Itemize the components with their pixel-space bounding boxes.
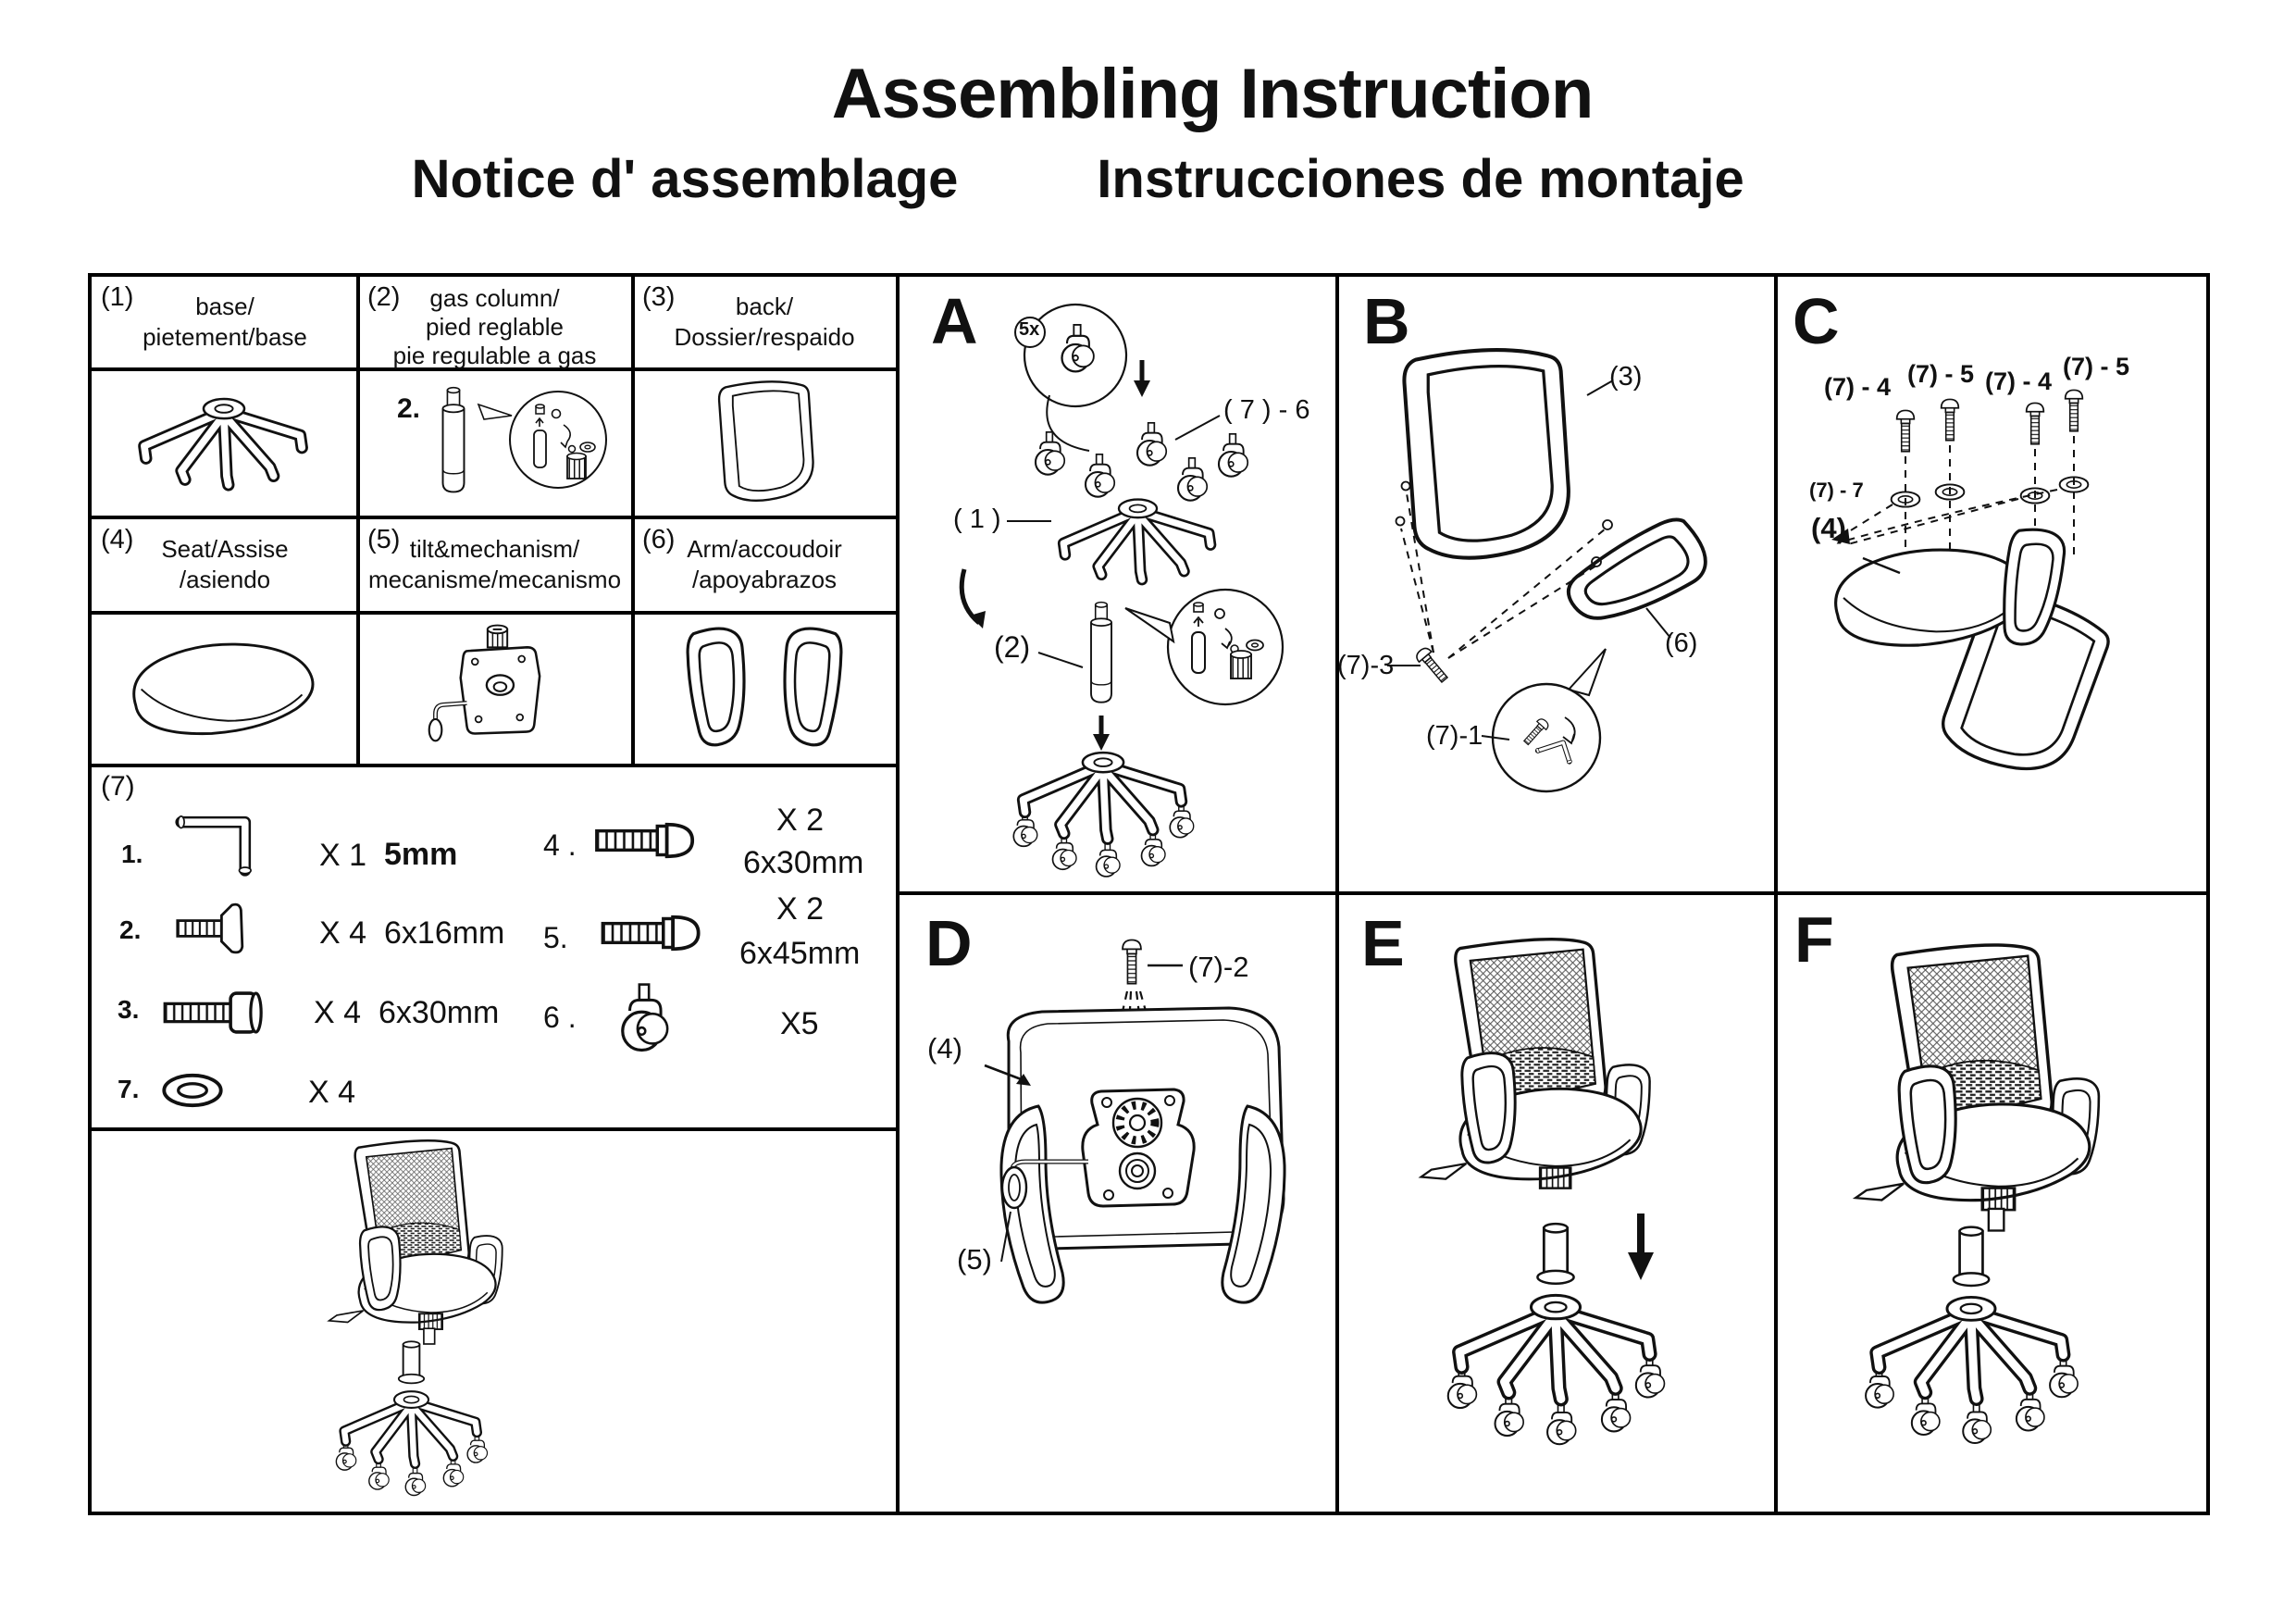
callout-screw: (7)-2: [1188, 951, 1249, 983]
part-number: (3): [642, 282, 676, 312]
part-name-line: Seat/Assise: [161, 535, 289, 563]
step-d-diagram: [900, 895, 1332, 1512]
callout-screw4-b: (7) - 4: [1985, 367, 2053, 395]
callout-arm: (6): [1665, 629, 1698, 658]
part-image-label: 2.: [397, 393, 421, 424]
callout-screw5-a: (7) - 5: [1907, 360, 1975, 388]
base-icon: [92, 371, 358, 516]
hardware-item-number: 3.: [118, 995, 140, 1024]
part-name-line: pietement/base: [143, 323, 307, 351]
part-name-line: gas column/: [429, 284, 560, 312]
step-e-diagram: [1335, 895, 1774, 1512]
hardware-qty: X 4: [319, 915, 367, 951]
part-header-seat: [92, 519, 358, 611]
part-image-back: [633, 371, 896, 516]
part-header-mechanism: [358, 519, 631, 611]
part-name-line: base/: [195, 292, 254, 320]
hardware-qty: X 2: [776, 891, 825, 927]
step-panel-f: [1774, 895, 2210, 1512]
part-image-seat: [92, 615, 358, 764]
step-letter: D: [925, 907, 973, 979]
part-number: (2): [367, 282, 401, 312]
part-name-line: pie regulable a gas: [392, 342, 597, 369]
hardware-size: 5mm: [384, 837, 458, 872]
callout-column: (2): [994, 630, 1031, 664]
hardware-size: 6x30mm: [743, 845, 864, 880]
callout-base: ( 1 ): [953, 504, 1001, 534]
hardware-qty: X5: [780, 1006, 819, 1041]
hardware-box-number: (7): [101, 771, 135, 802]
part-name-line: /asiendo: [179, 566, 271, 593]
assembled-chair-icon: [92, 1131, 896, 1515]
part-name-line: tilt&mechanism/: [409, 535, 580, 563]
caster-icon: [615, 982, 673, 1056]
armrest-pair-icon: [633, 615, 896, 764]
callout-seat: (4): [927, 1032, 962, 1064]
hardware-size: 6x16mm: [384, 915, 505, 951]
step-letter: B: [1363, 285, 1410, 357]
hardware-item-number: 5.: [543, 921, 568, 954]
hardware-size: 6x45mm: [739, 936, 861, 971]
washer-icon: [158, 1071, 227, 1110]
part-name-line: pied reglable: [426, 313, 564, 341]
part-name-line: Dossier/respaido: [674, 323, 855, 351]
step-b-diagram: [1335, 277, 1774, 888]
callout-lever: (5): [957, 1243, 992, 1276]
seat-icon: [92, 615, 358, 764]
part-header-back: [633, 277, 896, 367]
part-image-gas-column: [358, 371, 631, 516]
step-panel-c: [1774, 277, 2210, 888]
part-name-line: /apoyabrazos: [691, 566, 838, 593]
hardware-item-number: 1.: [121, 840, 143, 868]
screw-6x30-icon: [156, 986, 275, 1039]
callout-seat: (4): [1811, 512, 1846, 544]
callout-allen-key: (7)-1: [1426, 721, 1483, 751]
multiplier-label: 5x: [1019, 319, 1040, 340]
step-panel-e: [1335, 895, 1774, 1512]
callout-screw5-b: (7) - 5: [2063, 353, 2130, 380]
part-image-mechanism: [358, 615, 631, 764]
part-number: (6): [642, 525, 676, 554]
part-number: (1): [101, 282, 134, 312]
step-panel-a: [900, 277, 1332, 888]
part-header-gas-column: [358, 277, 631, 367]
hardware-item-number: 4 .: [543, 828, 577, 862]
callout-screw: (7)-3: [1337, 651, 1395, 680]
subtitle-spanish: Instrucciones de montaje: [1097, 149, 1744, 209]
callout-casters: ( 7 ) - 6: [1223, 395, 1310, 425]
finished-chair-cell: [92, 1131, 896, 1515]
parts-table: [88, 273, 900, 1515]
step-panel-d: [900, 895, 1332, 1512]
callout-screw4-a: (7) - 4: [1824, 373, 1892, 401]
hardware-item-number: 2.: [119, 915, 142, 944]
page-title: Assembling Instruction: [831, 55, 1594, 133]
screw-6x30-dome-icon: [591, 812, 698, 869]
tilt-mechanism-icon: [358, 615, 631, 764]
hardware-qty: X 2: [776, 803, 825, 838]
part-image-base: [92, 371, 358, 516]
callout-washer: (7) - 7: [1809, 479, 1864, 502]
part-header-base: [92, 277, 358, 367]
step-letter: E: [1361, 907, 1405, 979]
hardware-size: 6x30mm: [379, 995, 500, 1030]
hardware-item-number: 7.: [118, 1075, 140, 1103]
hardware-qty: X 4: [308, 1075, 356, 1110]
hardware-box: [92, 767, 896, 1127]
step-a-diagram: [900, 277, 1332, 888]
subtitle-french: Notice d' assemblage: [411, 149, 959, 209]
callout-back: (3): [1609, 362, 1643, 392]
part-name-line: Arm/accoudoir: [687, 535, 842, 563]
part-number: (5): [367, 525, 401, 554]
part-name-line: back/: [735, 292, 794, 320]
screw-6x45-dome-icon: [588, 904, 714, 962]
hardware-qty: X 1: [319, 838, 367, 873]
part-image-arms: [633, 615, 896, 764]
step-f-diagram: [1774, 895, 2210, 1512]
step-panel-b: [1335, 277, 1774, 888]
step-letter: C: [1793, 285, 1840, 357]
part-name-line: mecanisme/mecanismo: [367, 566, 622, 593]
step-letter: A: [931, 285, 978, 357]
allen-key-icon: [164, 808, 275, 882]
screw-6x16-icon: [168, 902, 260, 954]
back-icon: [633, 371, 896, 516]
part-number: (4): [101, 525, 134, 554]
step-letter: F: [1794, 903, 1834, 976]
hardware-qty: X 4: [314, 995, 362, 1030]
hardware-item-number: 6 .: [543, 1001, 577, 1034]
part-header-arm: [633, 519, 896, 611]
